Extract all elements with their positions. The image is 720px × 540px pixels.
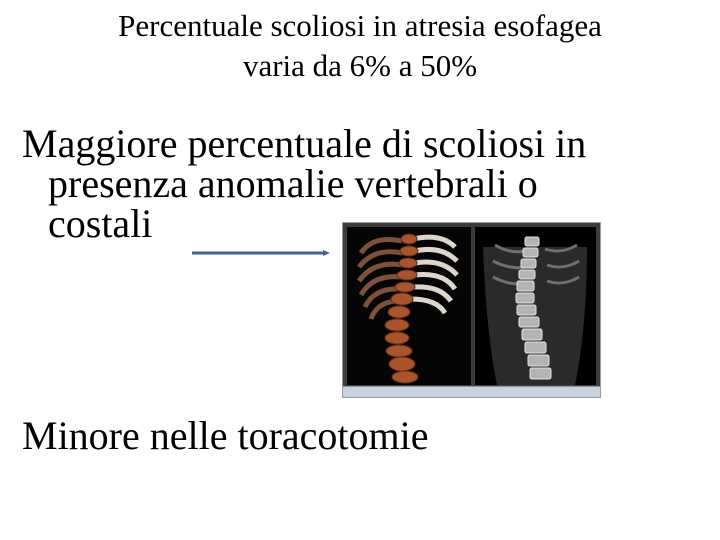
spine-3d-rendering-panel [347,227,471,385]
bullet-thoracotomy [22,413,429,458]
spine-ct-coronal-icon [475,227,596,385]
title-line-2: varia da 6% a 50% [242,48,478,83]
bullet-2-line-1: Minore nelle toracotomie [22,413,429,458]
spine-3d-rendering-icon [347,227,471,385]
title-line-1: Percentuale scoliosi in atresia esofagea [118,8,602,43]
arrow-line [192,248,332,258]
slide-title [20,6,700,86]
bullet-1-line-3: costali [48,201,153,246]
bullet-1-line-2: presenza anomalie vertebrali o [48,161,538,206]
spine-ct-image [342,222,601,398]
bullet-1-line-1: Maggiore percentuale di scoliosi in [22,121,587,166]
image-viewer-status-bar [343,386,600,397]
spine-ct-coronal-panel [475,227,596,385]
